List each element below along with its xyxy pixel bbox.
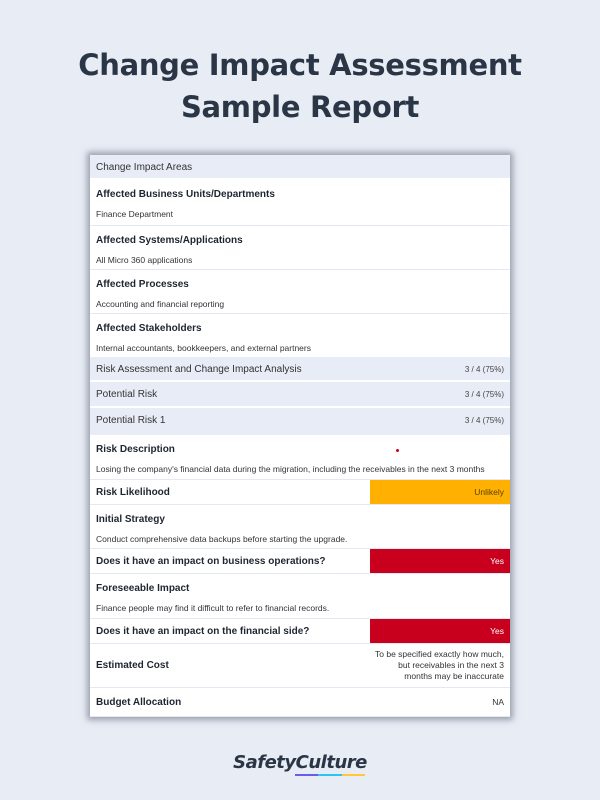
field-label: Does it have an impact on the financial side? xyxy=(96,625,310,637)
field-value: Conduct comprehensive data backups before starting the upgrade. xyxy=(96,534,348,544)
field-affected-processes xyxy=(90,270,510,314)
field-initial-strategy xyxy=(90,505,510,549)
section-header-change-impact-areas xyxy=(90,155,510,180)
logo-text: SafetyCulture xyxy=(233,752,367,773)
field-label: Risk Description xyxy=(96,444,175,455)
field-label: Budget Allocation xyxy=(96,696,182,708)
field-label: Estimated Cost xyxy=(96,660,169,671)
response-badge-yes: Yes xyxy=(370,549,510,573)
field-value: Accounting and financial reporting xyxy=(96,299,225,309)
logo-underline-purple xyxy=(295,774,318,776)
field-label: Does it have an impact on business operations? xyxy=(96,555,326,567)
report-card xyxy=(90,155,510,717)
field-impact-financial-side xyxy=(90,619,510,644)
section-label: Potential Risk 1 xyxy=(96,415,166,426)
field-estimated-cost xyxy=(90,644,510,688)
field-foreseeable-impact xyxy=(90,574,510,619)
logo-underline-blue xyxy=(318,774,341,776)
field-value: To be specified exactly how much, but receivables in the next 3 months may be inaccurate xyxy=(375,649,504,681)
page-title xyxy=(0,44,600,128)
field-affected-stakeholders xyxy=(90,314,510,357)
section-header-label: Change Impact Areas xyxy=(96,162,193,173)
field-label: Affected Stakeholders xyxy=(96,323,202,334)
field-value: Finance Department xyxy=(96,209,174,219)
section-score: 3 / 4 (75%) xyxy=(464,365,504,374)
field-label: Initial Strategy xyxy=(96,514,165,525)
field-risk-likelihood xyxy=(90,480,510,505)
logo-underline xyxy=(295,774,365,776)
title-line-2: Sample Report xyxy=(180,90,420,124)
field-value: Internal accountants, bookkeepers, and external partners xyxy=(96,343,311,353)
marker-dot xyxy=(396,449,399,452)
field-label: Foreseeable Impact xyxy=(96,583,190,594)
field-impact-business-operations xyxy=(90,549,510,574)
section-risk-assessment[interactable] xyxy=(90,357,510,382)
field-value: Finance people may find it difficult to refer to financial records. xyxy=(96,603,330,613)
section-score: 3 / 4 (75%) xyxy=(464,416,504,425)
safetyculture-logo xyxy=(0,752,600,773)
field-affected-systems xyxy=(90,226,510,270)
section-potential-risk[interactable] xyxy=(90,382,510,408)
field-label: Affected Processes xyxy=(96,279,189,290)
field-value: NA xyxy=(492,696,504,707)
field-affected-business-units xyxy=(90,180,510,226)
title-line-1: Change Impact Assessment xyxy=(78,48,522,82)
section-label: Risk Assessment and Change Impact Analysis xyxy=(96,364,302,375)
field-label: Affected Business Units/Departments xyxy=(96,189,275,200)
field-budget-allocation xyxy=(90,688,510,717)
section-potential-risk-1[interactable] xyxy=(90,408,510,435)
field-risk-description xyxy=(90,435,510,480)
response-badge-yes: Yes xyxy=(370,619,510,643)
field-label: Risk Likelihood xyxy=(96,486,170,498)
response-badge-unlikely: Unlikely xyxy=(370,480,510,504)
field-value: Losing the company's financial data during the migration, including the receivables in the next 3 months xyxy=(96,464,485,474)
section-score: 3 / 4 (75%) xyxy=(464,390,504,399)
logo-underline-yellow xyxy=(342,774,365,776)
field-value: All Micro 360 applications xyxy=(96,255,193,265)
field-label: Affected Systems/Applications xyxy=(96,235,243,246)
section-label: Potential Risk xyxy=(96,389,158,400)
